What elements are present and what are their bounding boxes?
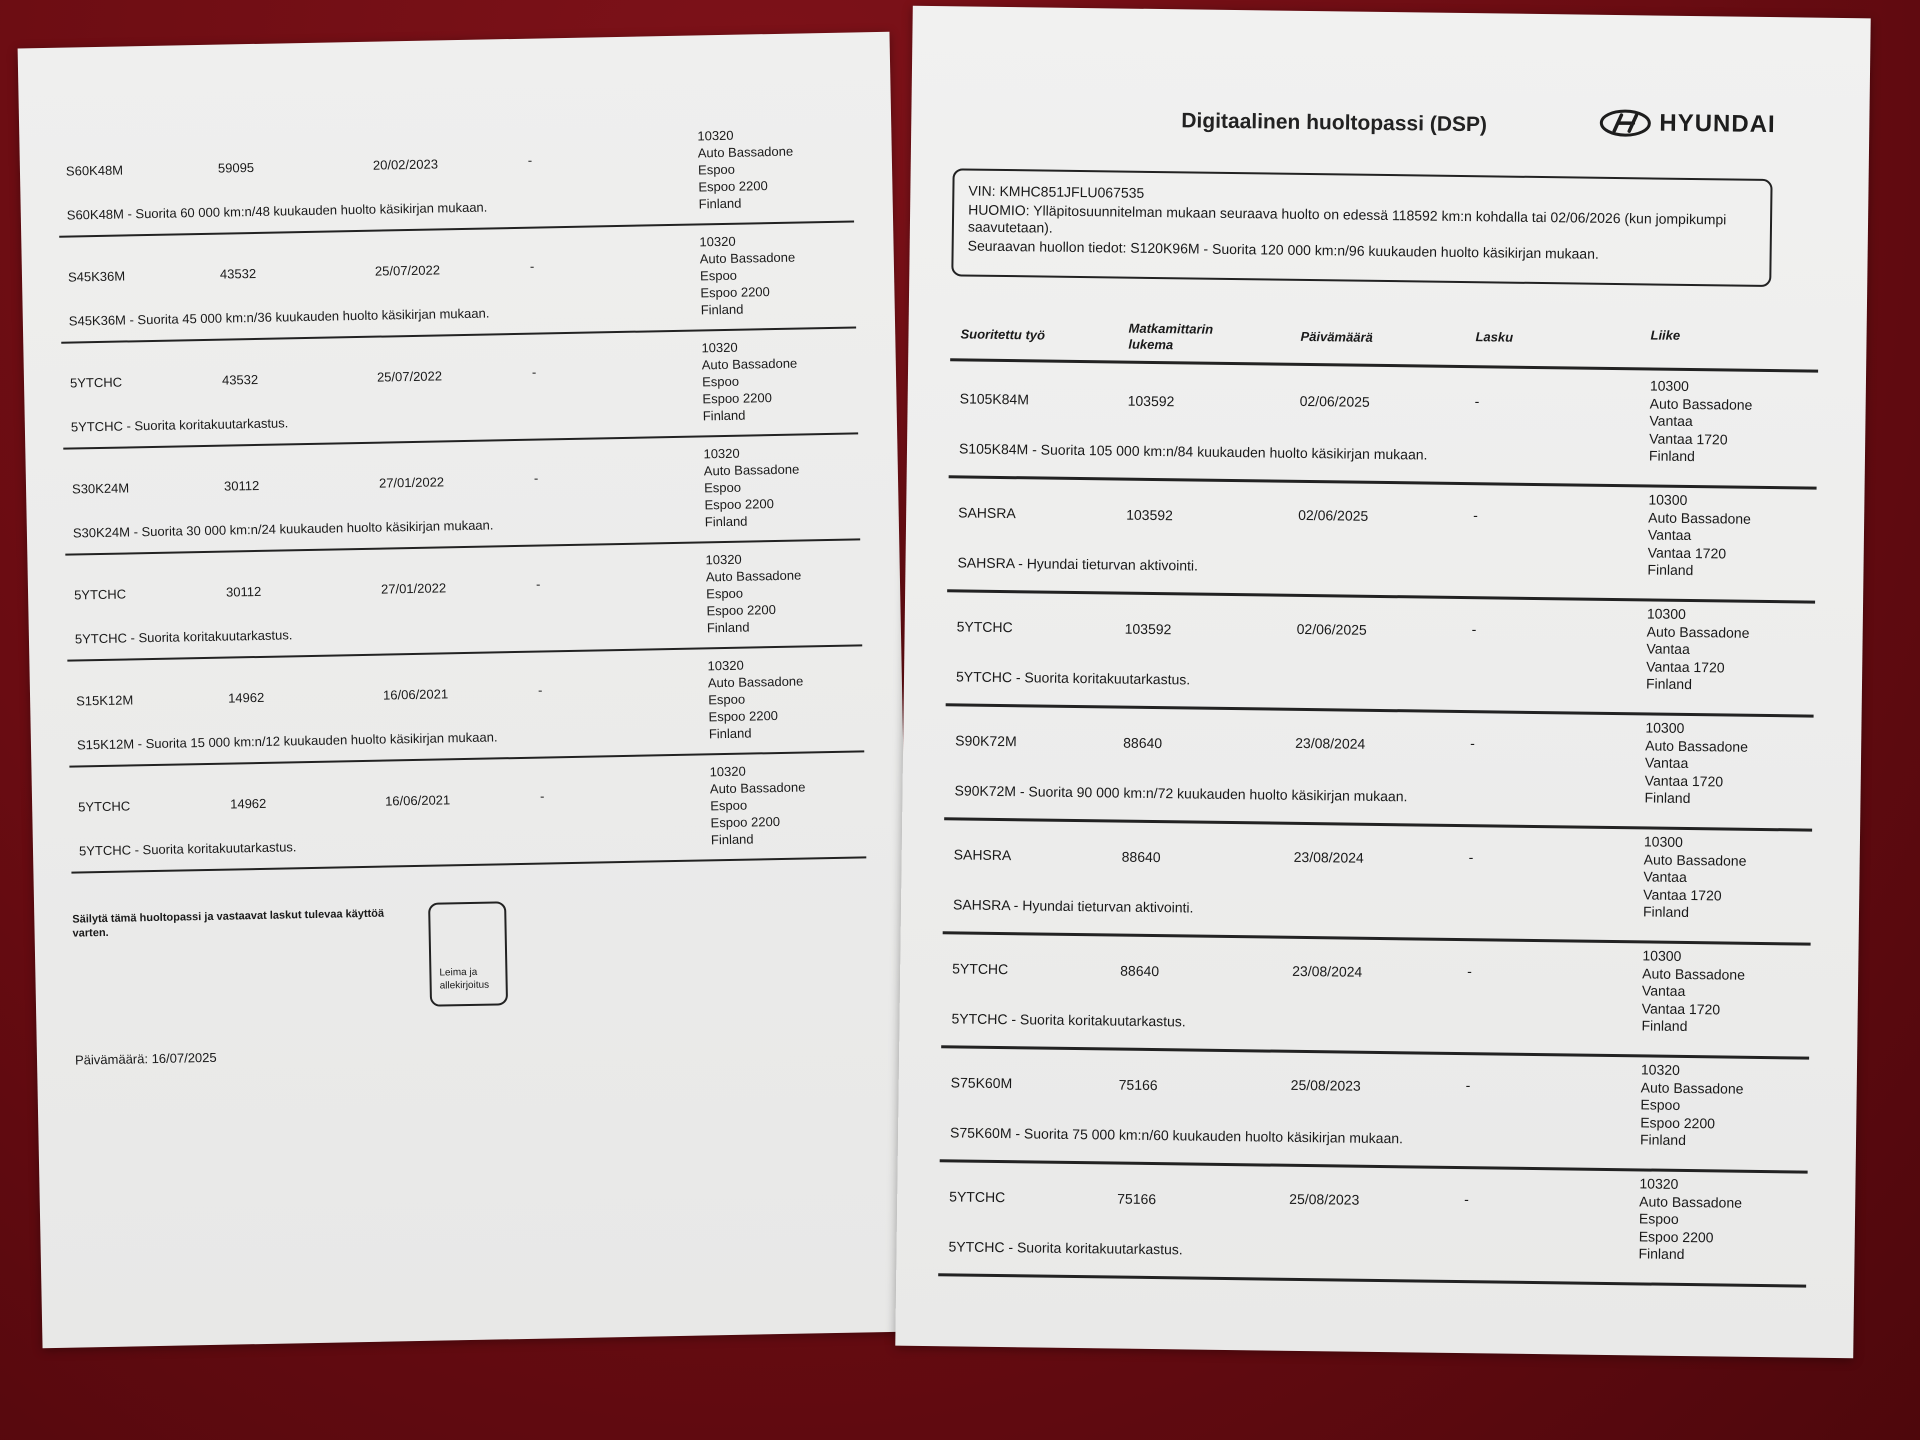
dealer-address-line: Auto Bassadone: [1645, 736, 1749, 755]
service-code: S15K12M: [75, 692, 134, 709]
dealer-address: [699, 232, 796, 319]
dealer-address-line: Auto Bassadone: [1643, 850, 1747, 869]
odometer-value: 43532: [219, 265, 257, 282]
dealer-address-line: Espoo 2200: [700, 284, 770, 301]
invoice-value: -: [1464, 1191, 1470, 1208]
invoice-value: -: [1467, 963, 1472, 980]
invoice-value: -: [1471, 621, 1477, 638]
vin-line: VIN: KMHC851JFLU067535: [968, 182, 1145, 201]
service-date: 02/06/2025: [1298, 506, 1369, 524]
dealer-address-line: Auto Bassadone: [699, 249, 796, 267]
service-record: [61, 330, 858, 449]
service-date: 02/06/2025: [1299, 392, 1370, 410]
dealer-address: [701, 338, 798, 425]
dealer-address-line: 10320: [699, 233, 736, 250]
service-date: 27/01/2022: [380, 580, 447, 597]
dealer-address-line: Vantaa 1720: [1646, 657, 1725, 675]
dealer-address-line: Finland: [1647, 561, 1694, 579]
service-date: 23/08/2024: [1293, 848, 1364, 866]
dealer-address-line: Finland: [1638, 1245, 1685, 1262]
dealer-address-line: Espoo 2200: [706, 602, 777, 619]
brand-logo: [1599, 109, 1776, 139]
dealer-address-line: Espoo 2200: [710, 813, 781, 831]
dealer-address-line: Espoo 2200: [704, 496, 775, 513]
dealer-address-line: 10320: [701, 339, 738, 356]
service-code: 5YTCHC: [956, 618, 1013, 636]
dealer-address-line: Espoo 2200: [1638, 1227, 1714, 1245]
dealer-address-line: Finland: [708, 725, 752, 742]
dealer-address-line: Finland: [1644, 789, 1691, 807]
dealer-address-line: Finland: [698, 195, 742, 212]
dealer-address: [1644, 719, 1748, 808]
dealer-address-line: Espoo: [710, 797, 748, 814]
dealer-address-line: 10300: [1645, 719, 1685, 736]
dealer-address-line: 10320: [1639, 1175, 1679, 1192]
service-code: SAHSRA: [958, 504, 1016, 522]
service-date: 02/06/2025: [1296, 620, 1367, 638]
service-description: S30K24M - Suorita 30 000 km:n/24 kuukauden huolto käsikirjan mukaan.: [72, 517, 494, 541]
dealer-address-line: Espoo: [697, 161, 736, 178]
dealer-address-line: Espoo 2200: [1640, 1113, 1716, 1131]
dealer-address-line: Finland: [1639, 1131, 1687, 1149]
dealer-address: [1641, 947, 1745, 1036]
odometer-value: 30112: [225, 583, 262, 600]
header-work: Suoritettu työ: [960, 326, 1046, 343]
dealer-address-line: Vantaa 1720: [1649, 429, 1728, 447]
service-record: [65, 542, 862, 661]
invoice-value: -: [533, 470, 539, 486]
dealer-address-line: 10300: [1649, 377, 1689, 394]
service-description: 5YTCHC - Suorita koritakuutarkastus.: [74, 627, 293, 647]
dealer-address: [703, 444, 800, 531]
stamp-label: Leima ja allekirjoitus: [439, 966, 490, 992]
dealer-address-line: 10320: [1640, 1061, 1680, 1078]
dealer-address: [697, 126, 794, 213]
odometer-value: 75166: [1117, 1190, 1157, 1208]
dealer-address-line: Auto Bassadone: [707, 673, 804, 691]
service-record: [947, 478, 1816, 603]
invoice-value: -: [527, 152, 533, 168]
dealer-address: [1640, 1061, 1744, 1150]
dealer-address-line: Finland: [706, 619, 750, 636]
header-invoice: Lasku: [1475, 329, 1514, 345]
odometer-value: 14962: [227, 689, 265, 706]
dealer-address-line: Finland: [1645, 675, 1693, 693]
service-date: 25/07/2022: [374, 262, 441, 279]
invoice-value: -: [535, 576, 541, 592]
next-service-line: Seuraavan huollon tiedot: S120K96M - Suorita 120 000 km:n/96 kuukauden huolto käsikirjan mukaan.: [967, 237, 1599, 262]
dealer-address-line: Auto Bassadone: [1646, 622, 1750, 641]
service-code: 5YTCHC: [73, 586, 127, 603]
service-description: 5YTCHC - Suorita koritakuutarkastus.: [70, 415, 289, 435]
service-date: 16/06/2021: [384, 792, 451, 809]
odometer-value: 88640: [1123, 734, 1163, 752]
service-code: 5YTCHC: [949, 1188, 1006, 1206]
service-date: 23/08/2024: [1292, 962, 1363, 980]
dealer-address-line: Vantaa: [1644, 754, 1689, 772]
service-description: 5YTCHC - Suorita koritakuutarkastus.: [78, 839, 297, 859]
odometer-value: 43532: [221, 371, 259, 388]
service-date: 25/07/2022: [376, 368, 443, 385]
service-date: 27/01/2022: [378, 474, 445, 491]
service-description: S75K60M - Suorita 75 000 km:n/60 kuukauden huolto käsikirjan mukaan.: [949, 1124, 1404, 1147]
invoice-value: -: [1465, 1077, 1471, 1094]
service-description: S105K84M - Suorita 105 000 km:n/84 kuukauden huolto käsikirjan mukaan.: [958, 440, 1428, 463]
service-record: [938, 1162, 1807, 1287]
service-record: [949, 364, 1818, 489]
service-code: S30K24M: [71, 480, 130, 497]
service-record: [946, 592, 1815, 717]
header-date: Päivämäärä: [1300, 328, 1373, 345]
service-description: S90K72M - Suorita 90 000 km:n/72 kuukauden huolto käsikirjan mukaan.: [954, 782, 1408, 805]
service-date: 25/08/2023: [1289, 1190, 1360, 1208]
dealer-address: [709, 762, 806, 849]
header-odometer: [1128, 321, 1213, 354]
dealer-address-line: Espoo: [704, 479, 742, 496]
service-code: 5YTCHC: [952, 960, 1009, 978]
service-record: [69, 754, 866, 873]
print-date: Päivämäärä: 16/07/2025: [74, 1049, 217, 1068]
service-record: [59, 224, 856, 343]
dealer-address-line: Auto Bassadone: [701, 355, 798, 373]
dealer-address-line: Espoo: [1638, 1210, 1679, 1227]
dealer-address-line: Vantaa 1720: [1643, 885, 1722, 903]
dealer-address-line: Auto Bassadone: [1640, 1078, 1744, 1097]
service-code: S105K84M: [959, 390, 1030, 408]
dealer-address-line: Vantaa 1720: [1641, 999, 1721, 1017]
service-code: S45K36M: [67, 268, 126, 285]
service-record: [941, 934, 1810, 1059]
service-record: [944, 706, 1813, 831]
service-record: [940, 1048, 1809, 1173]
dealer-address-line: Finland: [1648, 447, 1696, 465]
dealer-address: [1646, 605, 1750, 694]
dealer-address-line: Espoo 2200: [698, 178, 768, 195]
dealer-address: [1638, 1175, 1742, 1264]
dealer-address-line: Auto Bassadone: [1649, 394, 1753, 413]
service-description: 5YTCHC - Suorita koritakuutarkastus.: [951, 1010, 1186, 1030]
dealer-address-line: Auto Bassadone: [697, 143, 794, 161]
odometer-value: 103592: [1124, 620, 1172, 638]
dealer-address-line: 10320: [703, 445, 740, 462]
dealer-address-line: Vantaa: [1641, 982, 1686, 999]
left-document-page: [18, 32, 915, 1349]
dealer-address-line: 10300: [1642, 947, 1682, 964]
dealer-address-line: Finland: [1641, 1017, 1688, 1035]
service-description: S60K48M - Suorita 60 000 km:n/48 kuukauden huolto käsikirjan mukaan.: [66, 199, 488, 223]
dealer-address-line: Auto Bassadone: [705, 567, 802, 585]
service-record: [57, 118, 854, 237]
retention-note: Säilytä tämä huoltopassi ja vastaavat laskut tulevaa käyttöä varten.: [72, 907, 385, 940]
dealer-address-line: Finland: [1642, 903, 1690, 921]
invoice-value: -: [537, 682, 543, 698]
brand-name: HYUNDAI: [1659, 109, 1776, 139]
dealer-address-line: Auto Bassadone: [703, 461, 800, 479]
dealer-address-line: Espoo 2200: [708, 708, 779, 725]
invoice-value: -: [1470, 735, 1475, 752]
dealer-address-line: 10300: [1643, 833, 1683, 850]
invoice-value: -: [1473, 507, 1478, 524]
dealer-address-line: Auto Bassadone: [1642, 964, 1746, 983]
odometer-value: 30112: [223, 477, 260, 494]
dealer-address-line: Vantaa: [1647, 526, 1692, 544]
odometer-value: 88640: [1120, 962, 1160, 980]
document-title: Digitaalinen huoltopassi (DSP): [1181, 109, 1488, 137]
service-date: 16/06/2021: [382, 686, 449, 703]
service-code: 5YTCHC: [78, 798, 131, 815]
dealer-address: [1643, 833, 1747, 922]
dealer-address-line: Espoo: [1640, 1096, 1681, 1113]
invoice-value: -: [539, 788, 545, 804]
service-record: [63, 436, 860, 555]
service-record: [67, 648, 864, 767]
dealer-address-line: Finland: [710, 831, 754, 848]
header-odometer-line1: Matkamittarin: [1128, 320, 1214, 337]
header-dealer: Liike: [1650, 327, 1681, 343]
invoice-value: -: [1474, 393, 1480, 410]
dealer-address-line: Finland: [704, 513, 748, 530]
odometer-value: 59095: [217, 159, 255, 176]
dealer-address-line: Vantaa 1720: [1647, 543, 1727, 561]
dealer-address-line: Espoo: [706, 585, 744, 602]
odometer-value: 103592: [1127, 392, 1175, 410]
dealer-address-line: 10320: [709, 763, 746, 780]
dealer-address: [705, 550, 802, 637]
service-description: S45K36M - Suorita 45 000 km:n/36 kuukauden huolto käsikirjan mukaan.: [68, 305, 490, 329]
dealer-address-line: Espoo 2200: [702, 390, 772, 407]
dealer-address-line: Espoo: [708, 691, 746, 708]
service-description: SAHSRA - Hyundai tieturvan aktivointi.: [952, 896, 1194, 916]
service-code: 5YTCHC: [69, 374, 123, 391]
service-date: 25/08/2023: [1290, 1076, 1361, 1094]
hyundai-logo-icon: [1599, 109, 1651, 138]
dealer-address-line: 10320: [705, 551, 742, 568]
dealer-address-line: Finland: [702, 407, 746, 424]
dealer-address-line: Vantaa: [1643, 868, 1687, 885]
dealer-address-line: Espoo: [701, 373, 740, 390]
service-date: 20/02/2023: [372, 156, 439, 173]
dealer-address: [707, 656, 804, 743]
service-code: SAHSRA: [953, 846, 1012, 864]
service-description: 5YTCHC - Suorita koritakuutarkastus.: [955, 668, 1191, 688]
dealer-address-line: Auto Bassadone: [709, 779, 806, 797]
invoice-value: -: [531, 364, 537, 380]
dealer-address-line: 10320: [697, 127, 734, 144]
dealer-address-line: 10300: [1646, 605, 1686, 622]
stamp-signature-box: [428, 901, 508, 1006]
invoice-value: -: [1468, 849, 1474, 866]
odometer-value: 88640: [1121, 848, 1161, 866]
vehicle-info-box: [951, 168, 1772, 287]
service-description: S15K12M - Suorita 15 000 km:n/12 kuukauden huolto käsikirjan mukaan.: [76, 729, 498, 753]
dealer-address-line: Finland: [700, 301, 744, 318]
dealer-address-line: Auto Bassadone: [1639, 1192, 1743, 1211]
dealer-address-line: Vantaa: [1646, 640, 1690, 658]
service-code: S75K60M: [950, 1074, 1013, 1092]
invoice-value: -: [529, 258, 535, 274]
service-date: 23/08/2024: [1295, 734, 1366, 752]
dealer-address: [1647, 491, 1751, 580]
odometer-value: 14962: [230, 795, 267, 812]
odometer-value: 103592: [1126, 506, 1173, 524]
service-code: S60K48M: [65, 162, 124, 179]
dealer-address-line: 10300: [1648, 491, 1688, 508]
dealer-address-line: Espoo: [699, 267, 738, 284]
dealer-address-line: Auto Bassadone: [1648, 508, 1752, 527]
service-description: SAHSRA - Hyundai tieturvan aktivointi.: [957, 554, 1199, 574]
right-document-page: [895, 6, 1870, 1358]
dealer-address-line: Vantaa 1720: [1644, 771, 1724, 789]
dealer-address: [1649, 377, 1753, 466]
service-description: 5YTCHC - Suorita koritakuutarkastus.: [948, 1238, 1183, 1258]
odometer-value: 75166: [1118, 1076, 1158, 1094]
service-notice: HUOMIO: Ylläpitosuunnitelman mukaan seuraava huolto on edessä 118592 km:n kohdalla tai 02/06/2026 (kun jompikumpi saavutetaan).: [967, 201, 1727, 236]
service-code: S90K72M: [955, 732, 1017, 750]
dealer-address-line: Vantaa: [1649, 412, 1693, 430]
header-odometer-line2: lukema: [1128, 336, 1174, 353]
service-record: [943, 820, 1812, 945]
dealer-address-line: 10320: [707, 657, 744, 674]
